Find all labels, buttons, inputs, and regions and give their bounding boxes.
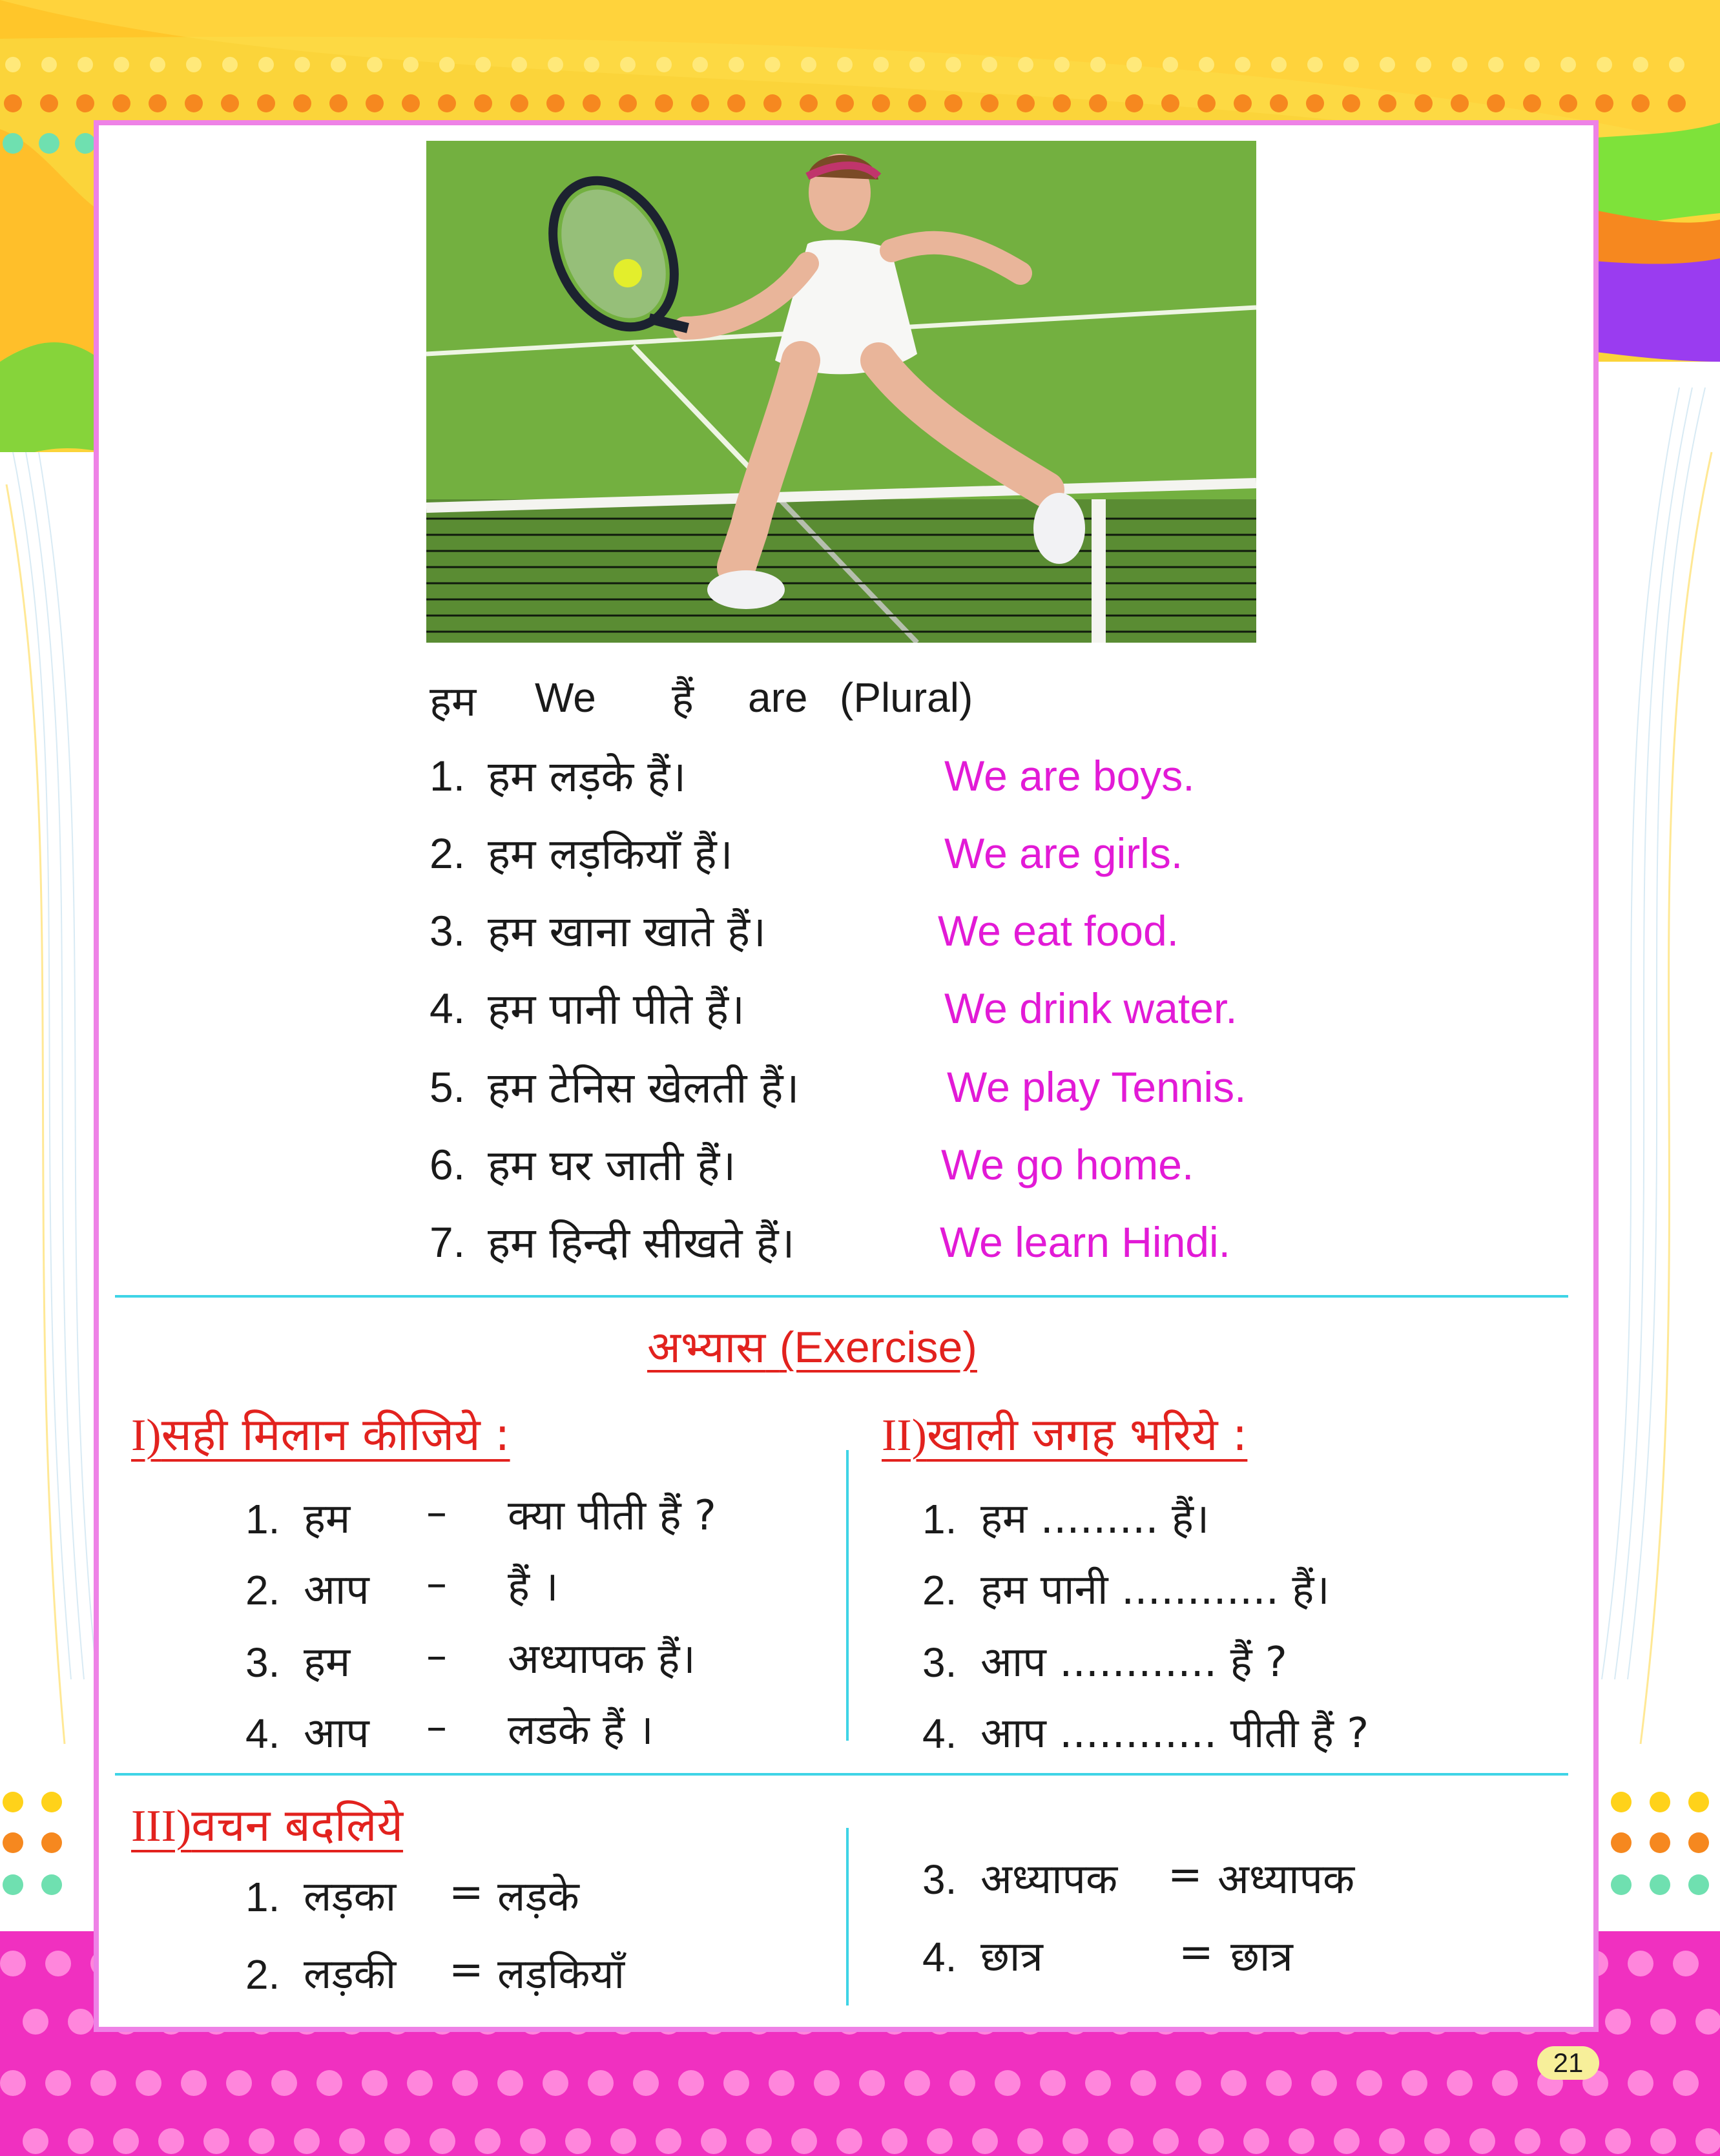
decorative-dot xyxy=(512,57,527,72)
decorative-dot xyxy=(1311,2070,1337,2096)
fill-blank-number: 2. xyxy=(922,1567,957,1613)
decorative-dot xyxy=(41,1832,62,1853)
decorative-dot xyxy=(39,133,59,154)
decorative-dot xyxy=(1380,57,1395,72)
decorative-dot xyxy=(45,2070,71,2096)
decorative-dot xyxy=(1611,1832,1632,1853)
decorative-dot xyxy=(1289,2128,1314,2154)
decorative-dot xyxy=(619,94,637,112)
decorative-dot xyxy=(1611,1874,1632,1895)
decorative-dot xyxy=(1447,2070,1473,2096)
number-change-number: 4. xyxy=(922,1934,957,1980)
decorative-dot xyxy=(610,2128,636,2154)
match-item-right: लडके हैं । xyxy=(508,1706,654,1754)
decorative-dot xyxy=(1688,1832,1709,1853)
decorative-dot xyxy=(68,2128,94,2154)
number-change-equals: = xyxy=(449,1946,484,1994)
fill-blank-sentence: हम ......... हैं। xyxy=(980,1495,1210,1543)
decorative-dot xyxy=(475,2128,501,2154)
header-hindi-we: हम xyxy=(430,678,477,726)
decorative-dot xyxy=(1271,57,1287,72)
number-change-equals: = xyxy=(1168,1851,1203,1899)
decorative-dot xyxy=(1669,57,1684,72)
decorative-dot xyxy=(1451,94,1469,112)
decorative-dot xyxy=(1163,57,1178,72)
decorative-dot xyxy=(1306,94,1324,112)
decorative-dot xyxy=(1085,2070,1111,2096)
match-item-number: 1. xyxy=(245,1496,280,1542)
match-item-left: आप xyxy=(304,1710,369,1757)
decorative-dot xyxy=(1197,94,1216,112)
decorative-dot xyxy=(1650,2009,1676,2035)
number-change-number: 3. xyxy=(922,1856,957,1903)
decorative-dot xyxy=(765,57,780,72)
decorative-dot xyxy=(40,94,58,112)
decorative-dot xyxy=(1488,57,1504,72)
match-item-dash: – xyxy=(426,1489,447,1537)
sentence-number: 5. xyxy=(430,1063,466,1111)
decorative-dot xyxy=(23,2009,48,2035)
header-plural-note: (Plural) xyxy=(840,674,973,721)
column-divider xyxy=(846,1828,849,2006)
decorative-dot xyxy=(1040,2070,1066,2096)
decorative-dot xyxy=(944,94,962,112)
decorative-dot xyxy=(1234,94,1252,112)
match-item-dash: – xyxy=(426,1703,447,1751)
decorative-dot xyxy=(41,1874,62,1895)
decorative-dot xyxy=(1560,57,1576,72)
decorative-dot xyxy=(316,2070,342,2096)
decorative-dot xyxy=(1650,1874,1670,1895)
decorative-dot xyxy=(800,94,818,112)
decorative-dot xyxy=(384,2128,410,2154)
decorative-dot xyxy=(548,57,563,72)
page-number: 21 xyxy=(1537,2046,1599,2080)
header-english-we: We xyxy=(535,674,596,721)
decorative-dot xyxy=(1650,1792,1670,1812)
decorative-dot xyxy=(1062,2128,1088,2154)
decorative-dot xyxy=(1469,2128,1495,2154)
decorative-dot xyxy=(814,2070,840,2096)
decorative-dot xyxy=(1452,57,1467,72)
sentence-english: We eat food. xyxy=(938,907,1179,955)
number-change-plural: लड़के xyxy=(497,1873,579,1921)
decorative-dot xyxy=(1108,2128,1134,2154)
decorative-dot xyxy=(1402,2070,1427,2096)
decorative-dot xyxy=(75,133,96,154)
decorative-dot xyxy=(520,2128,546,2154)
header-english-are: are xyxy=(748,674,808,721)
decorative-dot xyxy=(972,2128,998,2154)
decorative-dot xyxy=(112,94,130,112)
decorative-dot xyxy=(1176,2070,1201,2096)
decorative-dot xyxy=(1560,2128,1586,2154)
column-divider xyxy=(846,1450,849,1741)
sentence-hindi: हम पानी पीते हैं। xyxy=(488,984,745,1034)
exercise-title-english: (Exercise) xyxy=(779,1323,977,1372)
decorative-dot xyxy=(1650,1832,1670,1853)
decorative-dot xyxy=(1126,57,1142,72)
match-item-left: हम xyxy=(304,1639,351,1686)
decorative-dot xyxy=(620,57,636,72)
number-change-equals: = xyxy=(1179,1929,1214,1976)
section-1-heading: सही मिलान कीजिये : xyxy=(161,1408,510,1461)
decorative-dot xyxy=(158,2128,184,2154)
decorative-dot xyxy=(1017,2128,1043,2154)
decorative-dot xyxy=(339,2128,365,2154)
exercise-title xyxy=(647,1315,977,1375)
decorative-dot xyxy=(904,2070,930,2096)
decorative-dot xyxy=(3,1874,23,1895)
decorative-dot xyxy=(656,57,672,72)
decorative-dot xyxy=(791,2128,817,2154)
decorative-dot xyxy=(475,57,491,72)
decorative-dot xyxy=(294,2128,320,2154)
sentence-english: We are boys. xyxy=(944,752,1195,800)
section-3-heading: वचन बदलिये xyxy=(191,1799,404,1852)
decorative-dot xyxy=(1673,2070,1699,2096)
decorative-dot xyxy=(203,2128,229,2154)
sentence-english: We are girls. xyxy=(944,829,1183,877)
section-1-title xyxy=(131,1402,510,1464)
number-change-equals: = xyxy=(449,1869,484,1916)
decorative-dot xyxy=(1628,2070,1653,2096)
decorative-dot xyxy=(257,94,275,112)
decorative-dot xyxy=(691,94,709,112)
decorative-dot xyxy=(908,94,926,112)
decorative-dot xyxy=(727,94,745,112)
match-item-number: 3. xyxy=(245,1639,280,1686)
decorative-dot xyxy=(1414,94,1433,112)
decorative-dot xyxy=(1523,94,1541,112)
decorative-dot xyxy=(1515,2128,1540,2154)
decorative-dot xyxy=(438,94,456,112)
decorative-dot xyxy=(1492,2070,1518,2096)
decorative-dot xyxy=(949,2070,975,2096)
number-change-singular: लड़की xyxy=(304,1951,397,1998)
sentence-number: 3. xyxy=(430,907,466,955)
decorative-dot xyxy=(1089,94,1107,112)
decorative-dot xyxy=(1342,94,1360,112)
decorative-dot xyxy=(1343,57,1359,72)
decorative-dot xyxy=(113,2128,139,2154)
decorative-dot xyxy=(1688,1792,1709,1812)
decorative-dot xyxy=(909,57,925,72)
decorative-dot xyxy=(181,2070,207,2096)
number-change-plural: छात्र xyxy=(1230,1933,1293,1981)
decorative-dot xyxy=(946,57,961,72)
decorative-dot xyxy=(1487,94,1505,112)
decorative-dot xyxy=(763,94,782,112)
decorative-dot xyxy=(76,94,94,112)
sentence-hindi: हम खाना खाते हैं। xyxy=(488,907,767,957)
match-item-left: हम xyxy=(304,1495,351,1543)
decorative-dot xyxy=(258,57,274,72)
decorative-dot xyxy=(362,2070,388,2096)
decorative-dot xyxy=(366,94,384,112)
decorative-dot xyxy=(583,94,601,112)
sentence-english: We play Tennis. xyxy=(947,1063,1247,1111)
decorative-dot xyxy=(249,2128,275,2154)
decorative-dot xyxy=(1628,1951,1653,1976)
decorative-dot xyxy=(1378,94,1396,112)
decorative-dot xyxy=(1130,2070,1156,2096)
decorative-dot xyxy=(1632,94,1650,112)
decorative-dot xyxy=(584,57,599,72)
match-item-dash: – xyxy=(426,1560,447,1608)
section-1-label: I) xyxy=(131,1411,161,1460)
decorative-dot xyxy=(1054,57,1070,72)
decorative-dot xyxy=(1243,2128,1269,2154)
decorative-dot xyxy=(136,2070,161,2096)
decorative-dot xyxy=(655,94,673,112)
decorative-dot xyxy=(656,2128,681,2154)
decorative-dot xyxy=(1153,2128,1179,2154)
sentence-number: 2. xyxy=(430,829,466,877)
section-2-heading: खाली जगह भरिये : xyxy=(926,1408,1248,1461)
decorative-dot xyxy=(1673,1951,1699,1976)
number-change-plural: लड़कियाँ xyxy=(497,1951,625,1998)
decorative-dot xyxy=(588,2070,614,2096)
decorative-dot xyxy=(1125,94,1143,112)
decorative-dot xyxy=(1018,57,1033,72)
decorative-dot xyxy=(769,2070,794,2096)
decorative-dot xyxy=(5,57,21,72)
decorative-dot xyxy=(452,2070,478,2096)
decorative-dot xyxy=(1605,2009,1631,2035)
sentence-hindi: हम लड़कियाँ हैं। xyxy=(488,829,733,879)
decorative-dot xyxy=(185,94,203,112)
decorative-dot xyxy=(873,57,889,72)
number-change-plural: अध्यापक xyxy=(1217,1856,1355,1903)
decorative-dot xyxy=(859,2070,885,2096)
sentence-hindi: हम हिन्दी सीखते हैं। xyxy=(488,1218,795,1268)
sentence-number: 6. xyxy=(430,1141,466,1188)
decorative-dot xyxy=(150,57,165,72)
decorative-dot xyxy=(68,2009,94,2035)
decorative-dot xyxy=(543,2070,568,2096)
decorative-dot xyxy=(226,2070,252,2096)
decorative-dot xyxy=(474,94,492,112)
decorative-dot xyxy=(1379,2128,1405,2154)
exercise-title-hindi: अभ्यास xyxy=(647,1322,766,1373)
decorative-dot xyxy=(801,57,816,72)
decorative-dot xyxy=(1633,57,1648,72)
decorative-dot xyxy=(1090,57,1106,72)
decorative-dot xyxy=(1307,57,1323,72)
decorative-dot xyxy=(1524,57,1540,72)
decorative-dot xyxy=(995,2070,1021,2096)
decorative-dot xyxy=(678,2070,704,2096)
number-change-number: 1. xyxy=(245,1874,280,1920)
decorative-dot xyxy=(329,94,347,112)
decorative-dot xyxy=(1161,94,1179,112)
decorative-dot xyxy=(723,2070,749,2096)
sentence-number: 1. xyxy=(430,752,466,800)
sentence-hindi: हम घर जाती हैं। xyxy=(488,1141,736,1190)
decorative-dot xyxy=(402,94,420,112)
decorative-dot xyxy=(837,57,853,72)
decorative-dot xyxy=(1017,94,1035,112)
decorative-dot xyxy=(439,57,455,72)
decorative-dot xyxy=(367,57,382,72)
decorative-dot xyxy=(927,2128,953,2154)
match-item-right: अध्यापक हैं। xyxy=(508,1635,696,1683)
decorative-dot xyxy=(90,2070,116,2096)
decorative-dot xyxy=(1424,2128,1450,2154)
section-3-label: III) xyxy=(131,1801,192,1851)
decorative-dot xyxy=(701,2128,727,2154)
decorative-dot xyxy=(1605,2128,1631,2154)
fill-blank-sentence: आप ............ पीती हैं ? xyxy=(980,1710,1369,1757)
decorative-dot xyxy=(746,2128,772,2154)
decorative-dot xyxy=(692,57,708,72)
tennis-player-photo xyxy=(426,141,1256,643)
decorative-dot xyxy=(1668,94,1686,112)
decorative-dot xyxy=(295,57,310,72)
number-change-number: 2. xyxy=(245,1951,280,1998)
sentence-english: We drink water. xyxy=(944,984,1238,1032)
decorative-dot xyxy=(114,57,129,72)
section-divider xyxy=(115,1295,1568,1298)
decorative-dot xyxy=(1334,2128,1360,2154)
decorative-dot xyxy=(186,57,202,72)
decorative-dot xyxy=(0,2070,26,2096)
decorative-dot xyxy=(23,2128,48,2154)
decorative-dot xyxy=(1235,57,1250,72)
decorative-dot xyxy=(1199,57,1214,72)
decorative-dot xyxy=(1053,94,1071,112)
sentence-english: We learn Hindi. xyxy=(940,1218,1230,1266)
decorative-dot xyxy=(0,1951,26,1976)
decorative-dot xyxy=(1688,1874,1709,1895)
decorative-dot xyxy=(4,94,22,112)
decorative-dot xyxy=(1597,57,1612,72)
match-item-right: हैं । xyxy=(508,1563,559,1611)
decorative-dot xyxy=(430,2128,455,2154)
decorative-dot xyxy=(3,1832,23,1853)
decorative-dot xyxy=(293,94,311,112)
decorative-dot xyxy=(729,57,744,72)
decorative-dot xyxy=(149,94,167,112)
header-hindi-are: हैं xyxy=(672,676,694,723)
fill-blank-number: 1. xyxy=(922,1496,957,1542)
decorative-dot xyxy=(510,94,528,112)
decorative-dot xyxy=(1595,94,1613,112)
decorative-dot xyxy=(1650,2128,1676,2154)
sentence-hindi: हम लड़के हैं। xyxy=(488,752,687,802)
decorative-dot xyxy=(546,94,565,112)
decorative-dot xyxy=(1198,2128,1224,2154)
sentence-number: 7. xyxy=(430,1218,466,1266)
decorative-dot xyxy=(565,2128,591,2154)
section-divider xyxy=(115,1773,1568,1776)
decorative-dot xyxy=(221,94,239,112)
decorative-dot xyxy=(1356,2070,1382,2096)
section-2-title xyxy=(882,1402,1247,1464)
decorative-dot xyxy=(78,57,93,72)
decorative-dot xyxy=(497,2070,523,2096)
decorative-dot xyxy=(271,2070,297,2096)
decorative-dot xyxy=(1270,94,1288,112)
decorative-dot xyxy=(407,2070,433,2096)
fill-blank-sentence: आप ............ हैं ? xyxy=(980,1639,1287,1686)
match-item-dash: – xyxy=(426,1632,447,1680)
decorative-dot xyxy=(1221,2070,1247,2096)
decorative-dot xyxy=(331,57,346,72)
section-2-label: II) xyxy=(882,1411,927,1460)
decorative-dot xyxy=(3,133,23,154)
match-item-number: 4. xyxy=(245,1710,280,1757)
number-change-singular: अध्यापक xyxy=(980,1856,1118,1903)
decorative-dot xyxy=(41,57,57,72)
match-item-number: 2. xyxy=(245,1567,280,1613)
decorative-dot xyxy=(1559,94,1577,112)
decorative-dot xyxy=(980,94,999,112)
number-change-singular: लड़का xyxy=(304,1873,397,1921)
decorative-dot xyxy=(1266,2070,1292,2096)
sentence-hindi: हम टेनिस खेलती हैं। xyxy=(488,1063,800,1113)
fill-blank-sentence: हम पानी ............ हैं। xyxy=(980,1566,1330,1614)
decorative-dot xyxy=(45,1951,71,1976)
fill-blank-number: 4. xyxy=(922,1710,957,1757)
sentence-english: We go home. xyxy=(941,1141,1194,1188)
decorative-dot xyxy=(982,57,997,72)
section-3-title xyxy=(131,1792,403,1854)
fill-blank-number: 3. xyxy=(922,1639,957,1686)
decorative-dot xyxy=(882,2128,907,2154)
decorative-dot xyxy=(1416,57,1431,72)
decorative-dot xyxy=(41,1792,62,1812)
match-item-left: आप xyxy=(304,1566,369,1614)
decorative-dot xyxy=(222,57,238,72)
decorative-dot xyxy=(3,1792,23,1812)
sentence-number: 4. xyxy=(430,984,466,1032)
decorative-dot xyxy=(836,94,854,112)
decorative-dot xyxy=(836,2128,862,2154)
decorative-dot xyxy=(633,2070,659,2096)
decorative-dot xyxy=(403,57,419,72)
match-item-right: क्या पीती हैं ? xyxy=(508,1492,716,1540)
decorative-dot xyxy=(872,94,890,112)
decorative-dot xyxy=(1611,1792,1632,1812)
number-change-singular: छात्र xyxy=(980,1933,1043,1981)
